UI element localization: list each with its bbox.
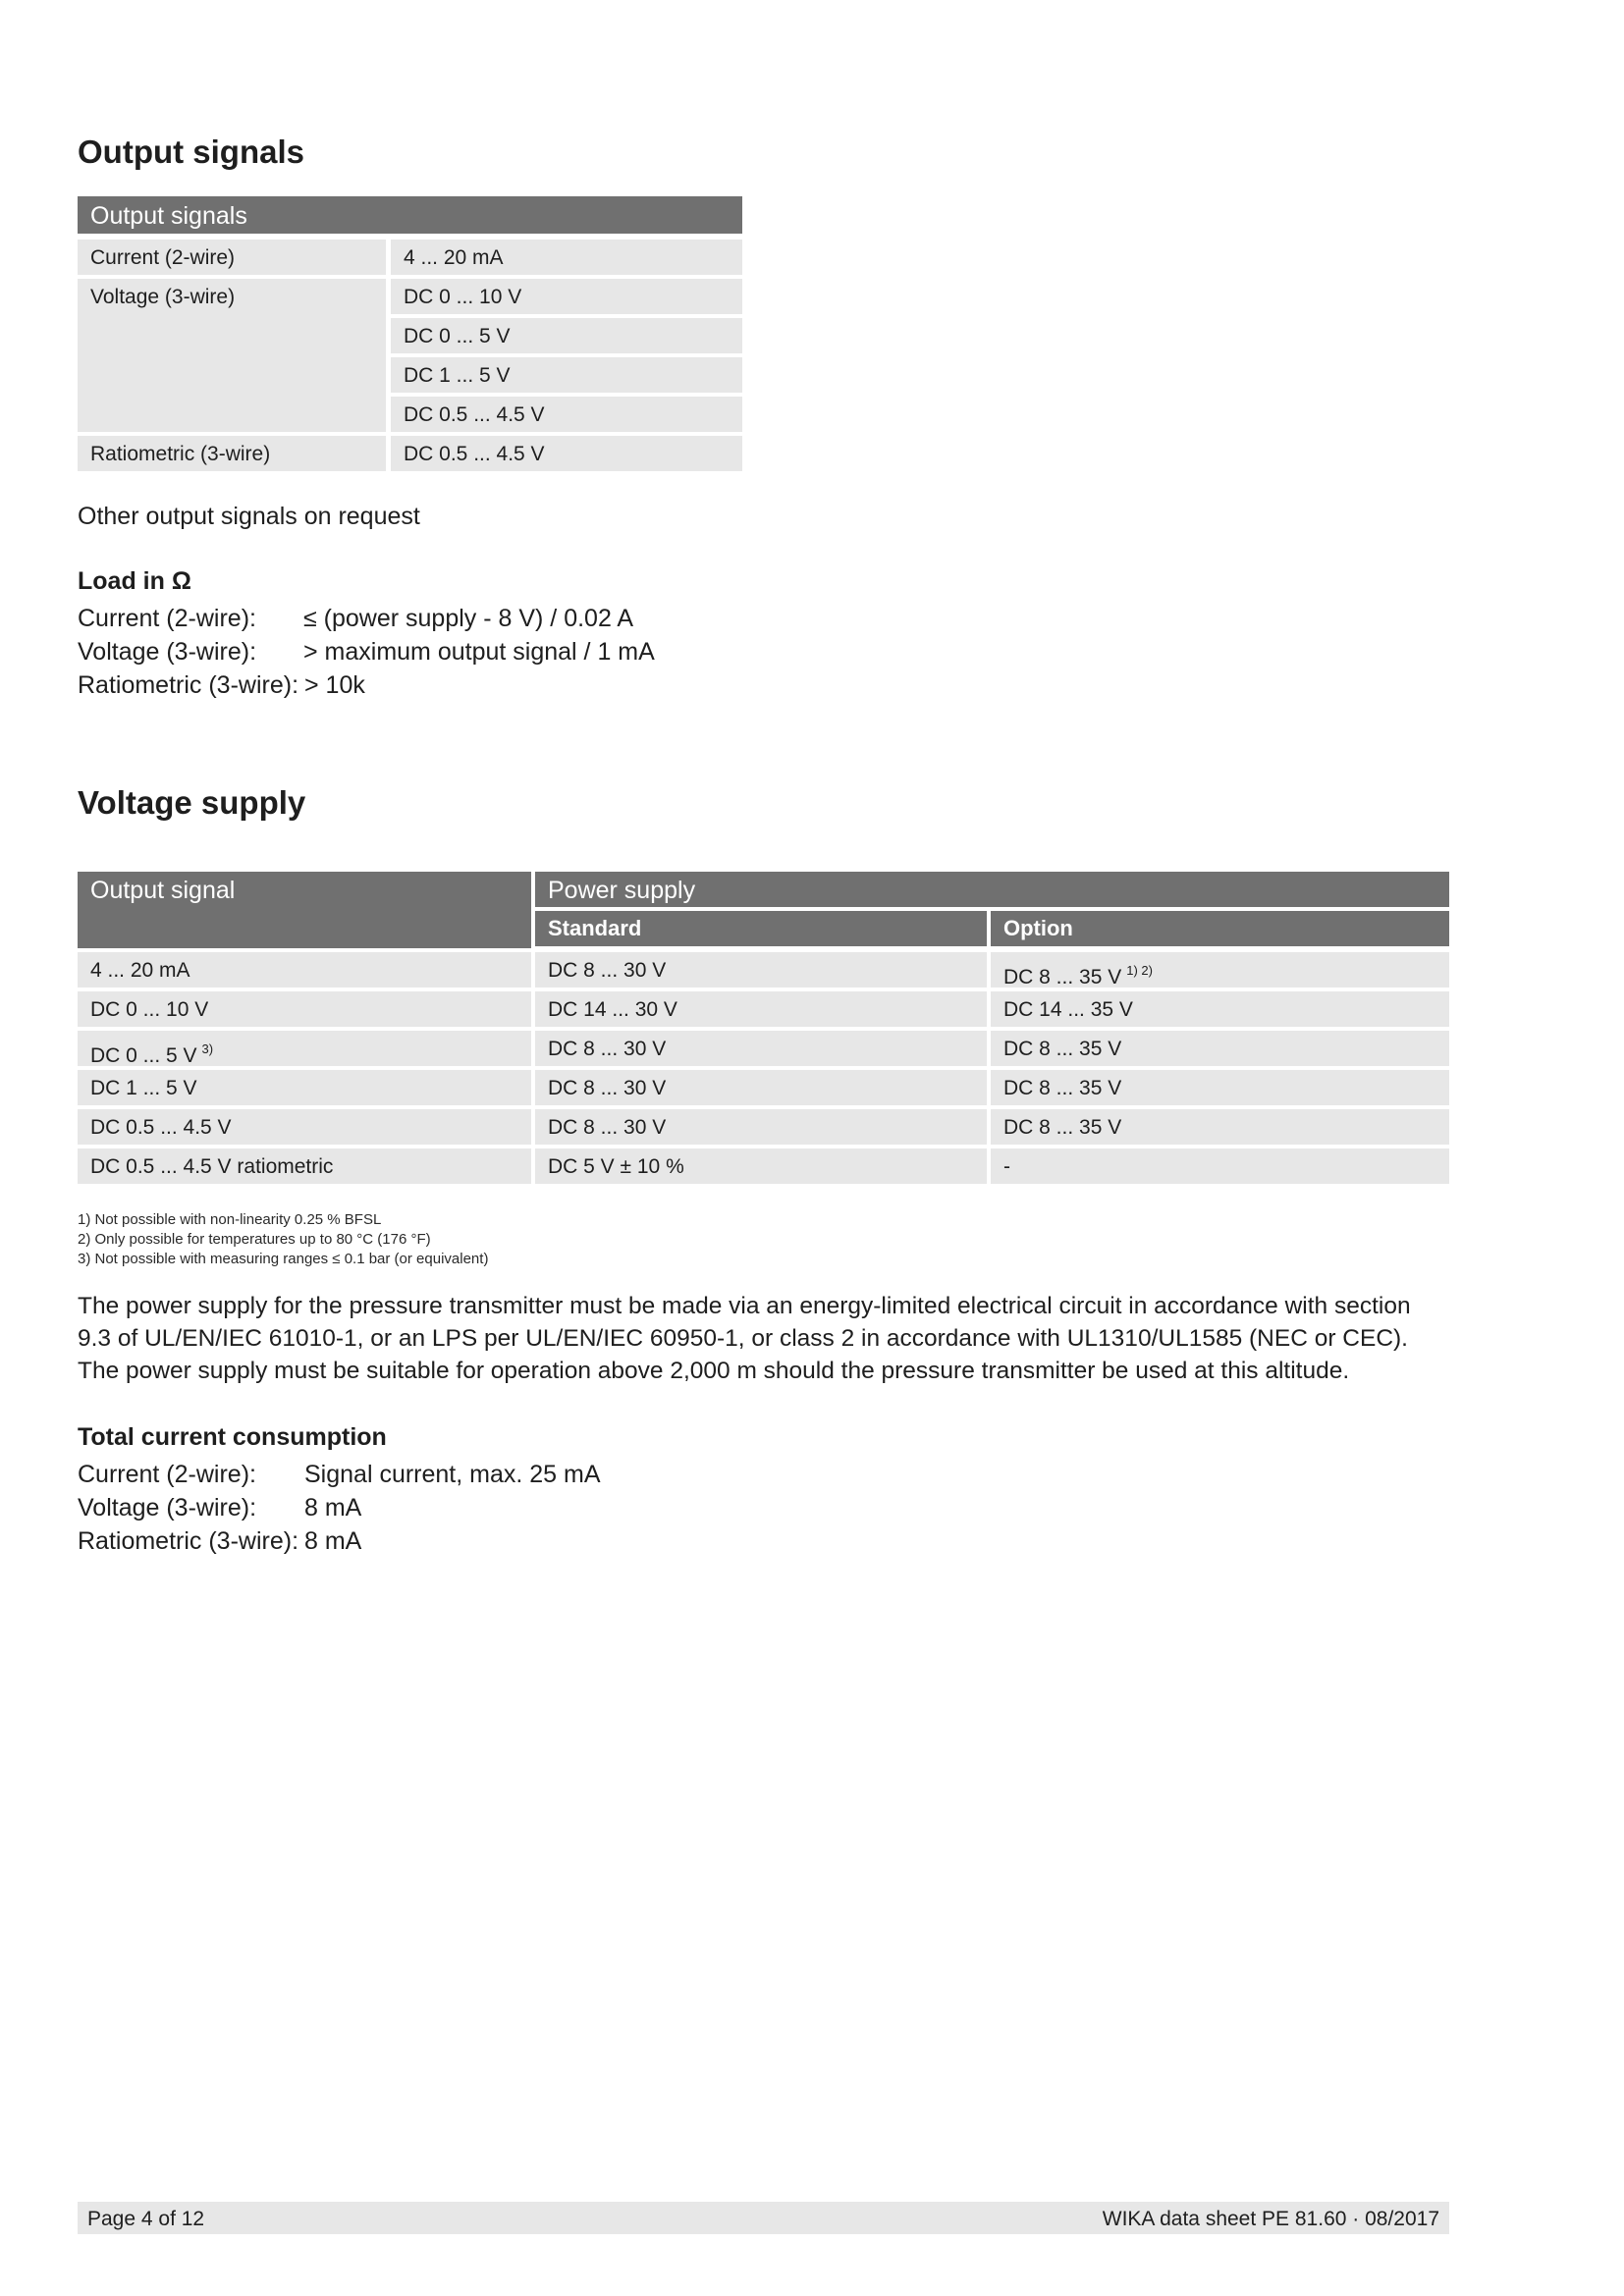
signal-text: DC 0 ... 5 V	[90, 1044, 197, 1067]
table-cell-value: DC 0.5 ... 4.5 V	[391, 436, 742, 471]
footnote: 1) Not possible with non-linearity 0.25 % BFSL	[78, 1211, 382, 1228]
table-cell-value: DC 1 ... 5 V	[391, 357, 742, 393]
table-cell-signal	[78, 952, 531, 988]
table-cell-option: DC 8 ... 35 V	[991, 1070, 1449, 1105]
table-cell-signal: DC 0.5 ... 4.5 V ratiometric	[78, 1148, 531, 1184]
footnote-ref: 3)	[201, 1041, 214, 1056]
footnotes	[78, 1210, 488, 1269]
table-cell-standard: DC 14 ... 30 V	[535, 991, 987, 1027]
table-cell-standard: DC 8 ... 30 V	[535, 952, 987, 988]
table-cell-standard: DC 8 ... 30 V	[535, 1109, 987, 1145]
load-key: Current (2-wire):	[78, 605, 256, 632]
footnote: 3) Not possible with measuring ranges ≤ 0.1 bar (or equivalent)	[78, 1251, 489, 1267]
paragraph-line: The power supply for the pressure transmitter must be made via an energy-limited electrical circuit in accordance with section	[78, 1293, 1411, 1319]
page-footer	[78, 2202, 1449, 2234]
output-signals-table-header: Output signals	[78, 196, 742, 234]
datasheet-reference: WIKA data sheet PE 81.60 · 08/2017	[1102, 2208, 1439, 2230]
col-header-option: Option	[991, 911, 1449, 946]
voltage-supply-table	[78, 872, 1449, 1188]
load-heading: Load in Ω	[78, 567, 191, 595]
table-cell-option	[991, 952, 1449, 988]
load-value: ≤ (power supply - 8 V) / 0.02 A	[303, 605, 634, 632]
table-cell-signal: DC 1 ... 5 V	[78, 1070, 531, 1105]
table-row-label: Voltage (3-wire)	[78, 279, 386, 432]
load-value: > maximum output signal / 1 mA	[303, 638, 655, 666]
table-cell-value: DC 0 ... 10 V	[391, 279, 742, 314]
table-cell-signal	[78, 1031, 531, 1066]
consumption-key: Ratiometric (3-wire):	[78, 1527, 299, 1555]
consumption-key: Current (2-wire):	[78, 1461, 256, 1488]
table-cell-standard: DC 8 ... 30 V	[535, 1031, 987, 1066]
table-row-label: Current (2-wire)	[78, 240, 386, 275]
output-signals-table	[78, 196, 742, 234]
option-text: DC 8 ... 35 V	[1003, 966, 1122, 988]
table-cell-option: -	[991, 1148, 1449, 1184]
table-cell-option: DC 8 ... 35 V	[991, 1109, 1449, 1145]
table-row-label: Ratiometric (3-wire)	[78, 436, 386, 471]
table-cell-option: DC 14 ... 35 V	[991, 991, 1449, 1027]
col-header-standard: Standard	[535, 911, 987, 946]
col-header-output-signal: Output signal	[78, 872, 531, 948]
table-cell-option: DC 8 ... 35 V	[991, 1031, 1449, 1066]
table-cell-value: DC 0 ... 5 V	[391, 318, 742, 353]
page-number: Page 4 of 12	[87, 2208, 205, 2230]
col-header-power-supply: Power supply	[535, 872, 1449, 907]
signal-text: 4 ... 20 mA	[90, 959, 190, 982]
table-cell-signal: DC 0 ... 10 V	[78, 991, 531, 1027]
footnote-ref: 1) 2)	[1126, 963, 1153, 978]
table-cell-value: 4 ... 20 mA	[391, 240, 742, 275]
table-cell-value: DC 0.5 ... 4.5 V	[391, 397, 742, 432]
consumption-key: Voltage (3-wire):	[78, 1494, 257, 1522]
table-cell-signal: DC 0.5 ... 4.5 V	[78, 1109, 531, 1145]
other-signals-note: Other output signals on request	[78, 503, 420, 530]
paragraph-line: 9.3 of UL/EN/IEC 61010-1, or an LPS per UL/EN/IEC 60950-1, or class 2 in accordance with UL1310/UL1585 (NEC or CEC).	[78, 1325, 1408, 1352]
consumption-value: 8 mA	[304, 1527, 362, 1555]
footnote: 2) Only possible for temperatures up to 80 °C (176 °F)	[78, 1231, 431, 1248]
output-signals-heading: Output signals	[78, 133, 304, 170]
current-consumption-heading: Total current consumption	[78, 1423, 387, 1451]
power-supply-paragraph	[78, 1290, 1472, 1387]
consumption-value: Signal current, max. 25 mA	[304, 1461, 601, 1488]
load-key: Voltage (3-wire):	[78, 638, 257, 666]
consumption-value: 8 mA	[304, 1494, 362, 1522]
paragraph-line: The power supply must be suitable for operation above 2,000 m should the pressure transmitter be used at this altitude.	[78, 1358, 1350, 1384]
voltage-supply-heading: Voltage supply	[78, 784, 306, 821]
load-value: > 10k	[304, 671, 365, 699]
table-cell-standard: DC 5 V ± 10 %	[535, 1148, 987, 1184]
table-cell-standard: DC 8 ... 30 V	[535, 1070, 987, 1105]
load-key: Ratiometric (3-wire):	[78, 671, 299, 699]
